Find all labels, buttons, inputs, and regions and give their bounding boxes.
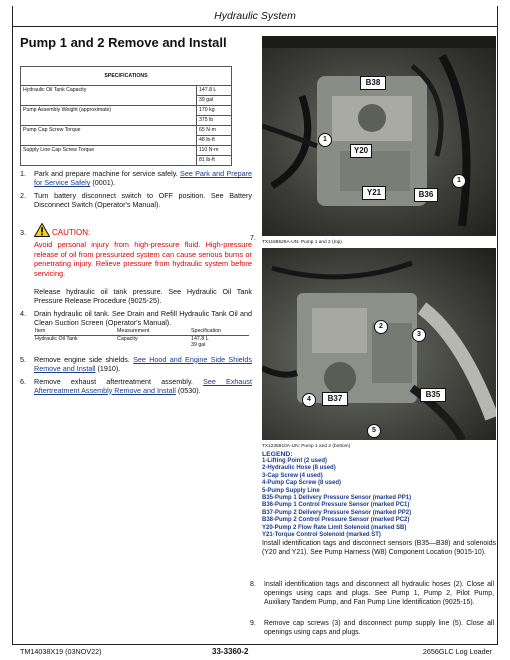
legend-item: 2-Hydraulic Hose (8 used) xyxy=(262,465,336,472)
callout-4: 4 xyxy=(302,393,316,407)
footer-doc-id: TM14038X19 (03NOV22) xyxy=(20,647,102,656)
label-y21: Y21 xyxy=(362,186,386,200)
step-ref: (0001). xyxy=(92,178,116,187)
park-and-prepare-link[interactable]: See Park and Prepare for Service Safely xyxy=(34,169,253,187)
step-text: Drain hydraulic oil tank. See Drain and Refill Hydraulic Tank Oil and Clean Suction Screen (Operator's Manual). xyxy=(34,309,252,327)
steps-left-column xyxy=(20,169,252,399)
step-number: 8. xyxy=(250,581,256,588)
step-1 xyxy=(20,169,252,187)
spec-value-imperial: 81 lb-ft xyxy=(197,156,232,166)
pump-bottom-photo xyxy=(262,248,496,440)
spec-value-imperial: 48 lb-ft xyxy=(197,136,232,146)
figure-1-photo xyxy=(262,36,496,236)
figure-2-photo xyxy=(262,248,496,440)
spec-value-metric: 110 N·m xyxy=(197,146,232,156)
pump-top-photo xyxy=(262,36,496,236)
legend-item: B38-Pump 2 Control Pressure Sensor (marked PC2) xyxy=(262,517,410,524)
legend xyxy=(262,451,496,558)
specifications-table xyxy=(20,66,232,166)
page-border-left xyxy=(12,6,13,644)
table-cell: Capacity xyxy=(117,335,138,342)
footer-rule xyxy=(12,644,498,645)
exhaust-aftertreatment-link[interactable]: See Exhaust Aftertreatment Assembly Remove and Install xyxy=(34,376,252,395)
manual-page xyxy=(12,6,498,654)
legend-note: Install identification tags and disconnect sensors (B35—B38) and solenoids (Y20 and Y21). See Pump Harness (W8) Component Location (9015-10). xyxy=(262,540,496,557)
step-ref: (1910). xyxy=(97,363,121,373)
table-row xyxy=(34,335,249,349)
legend-item: Y21-Torque Control Solenoid (marked ST) xyxy=(262,532,381,539)
label-b36: B36 xyxy=(414,188,438,202)
step-9 xyxy=(250,620,494,638)
legend-item: 3-Cap Screw (4 used) xyxy=(262,472,323,479)
step-6 xyxy=(20,377,252,395)
step-3-text xyxy=(34,287,252,305)
figure-1-caption: TX1168529A-UN: Pump 1 and 2 (top) xyxy=(262,240,342,245)
step-number: 1. xyxy=(20,169,26,178)
column-header: Item xyxy=(34,328,116,335)
label-b37: B37 xyxy=(322,392,348,406)
step-number: 5. xyxy=(20,354,26,364)
step-text: Remove exhaust aftertreatment assembly. xyxy=(34,376,193,386)
page-border-right xyxy=(497,6,498,644)
caution-icon xyxy=(34,223,50,237)
step-number: 6. xyxy=(20,376,26,386)
legend-item: 4-Pump Cap Screw (8 used) xyxy=(262,480,342,487)
legend-item: 1-Lifting Point (2 used) xyxy=(262,458,327,464)
table-cell: Hydraulic Oil Tank xyxy=(35,335,78,342)
legend-item: Y20-Pump 2 Flow Rate Limit Solenoid (marked SB) xyxy=(262,524,407,531)
callout-2: 2 xyxy=(374,320,388,334)
step-4 xyxy=(20,309,252,327)
spec-value-metric: 170 kg xyxy=(197,106,232,116)
section-header: Hydraulic System xyxy=(214,10,296,22)
spec-value-metric: 65 N·m xyxy=(197,126,232,136)
legend-title: LEGEND: xyxy=(262,451,293,458)
step-2 xyxy=(20,191,252,209)
step-number: 2. xyxy=(20,191,26,200)
spec-item: Pump Cap Screw Torque xyxy=(21,126,197,146)
label-b35: B35 xyxy=(420,388,446,402)
callout-3: 3 xyxy=(412,328,426,342)
header-rule xyxy=(12,26,498,27)
specifications-heading: SPECIFICATIONS xyxy=(21,67,232,86)
callout-1: 1 xyxy=(318,133,332,147)
step-8 xyxy=(250,581,494,607)
legend-item: 5-Pump Supply Line xyxy=(262,487,320,494)
step-number: 9. xyxy=(250,620,256,627)
caution-label: CAUTION: xyxy=(52,228,91,237)
footer-page-number: 33-3360-2 xyxy=(212,647,249,656)
table-row xyxy=(21,106,232,116)
step-number: 4. xyxy=(20,309,26,318)
step-text: Park and prepare machine for service safely. xyxy=(34,169,178,178)
spec-value-metric: 147.8 L xyxy=(197,86,232,96)
step-number: 3. xyxy=(20,228,26,237)
spec-item: Supply Line Cap Screw Torque xyxy=(21,146,197,166)
table-cell: 147.8 L xyxy=(191,335,209,342)
spec-value-imperial: 375 lb xyxy=(197,116,232,126)
spec-item: Pump Assembly Weight (approximate) xyxy=(21,106,197,126)
spec-item: Hydraulic Oil Tank Capacity xyxy=(21,86,197,106)
step-text: Turn battery disconnect switch to OFF position. See Battery Disconnect Switch (Operator's Manual). xyxy=(34,191,252,209)
footer-model: 2656GLC Log Loader xyxy=(422,647,492,656)
legend-item: B37-Pump 2 Delivery Pressure Sensor (marked PP2) xyxy=(262,509,412,516)
callout-1: 1 xyxy=(452,174,466,188)
step-5 xyxy=(20,355,252,373)
spec-value-imperial: 39 gal xyxy=(197,96,232,106)
step-text: Release hydraulic oil tank pressure. See Hydraulic Oil Tank Pressure Release Procedure (9025-25). xyxy=(34,287,252,305)
step-text: Remove engine side shields. xyxy=(34,354,130,364)
table-row xyxy=(21,126,232,136)
column-header: Measurement xyxy=(116,328,190,335)
legend-item: B35-Pump 1 Delivery Pressure Sensor (marked PP1) xyxy=(262,495,412,502)
callout-5: 5 xyxy=(367,424,381,438)
table-row xyxy=(21,86,232,96)
step-text: Remove cap screws (3) and disconnect pump supply line (5). Close all openings using caps and plugs. xyxy=(264,620,494,636)
step-3 xyxy=(20,223,252,237)
oil-tank-spec-table xyxy=(34,328,249,349)
table-cell: 39 gal xyxy=(191,342,206,348)
caution-warning-text: Avoid personal injury from high-pressure fluid. High-pressure release of oil from pressurized system can cause serious burns or penetrating injury. Relieve pressure from hydraulic system before servicing. xyxy=(34,240,252,278)
label-b38: B38 xyxy=(360,76,386,90)
step-text: Install identification tags and disconnect all hydraulic hoses (2). Close all openings using caps and plugs. See Pump 1, Pump 2, Pilot Pump, Auxiliary Tandem Pump, and Fan Pump Line Identification (9025-15). xyxy=(264,581,494,606)
page-title: Pump 1 and 2 Remove and Install xyxy=(20,35,227,50)
label-y20: Y20 xyxy=(350,144,372,158)
column-header: Specification xyxy=(190,328,249,335)
step-ref: (0530). xyxy=(177,385,201,395)
figure-2-caption: TX1235910A-UN: Pump 1 and 2 (bottom) xyxy=(262,444,351,449)
legend-item: B36-Pump 1 Control Pressure Sensor (marked PC1) xyxy=(262,502,410,509)
table-row xyxy=(21,146,232,156)
step-7-number: 7. xyxy=(250,235,256,242)
hood-side-shields-link[interactable]: See Hood and Engine Side Shields Remove and Install xyxy=(34,354,252,373)
